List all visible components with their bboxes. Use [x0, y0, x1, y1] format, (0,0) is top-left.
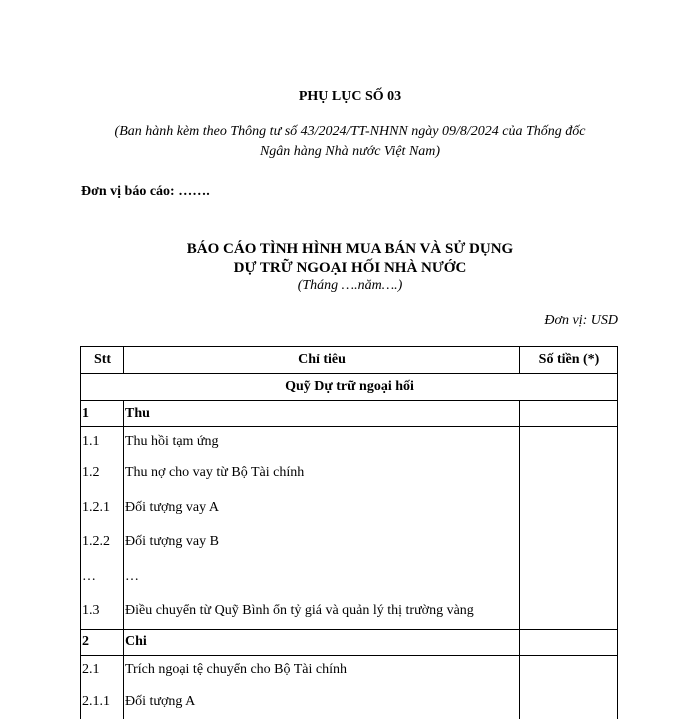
amount-cell: [520, 560, 618, 595]
group-no: 2: [81, 629, 124, 655]
row-no: 2.1: [81, 655, 124, 685]
row-no: 1.2.2: [81, 525, 124, 560]
table-row: [81, 491, 618, 526]
row-label: …: [124, 560, 520, 595]
group-label: Chi: [124, 629, 520, 655]
appendix-title: PHỤ LỤC SỐ 03: [0, 89, 700, 105]
issuance-note-line-2: Ngân hàng Nhà nước Việt Nam): [0, 142, 700, 162]
amount-cell: [520, 629, 618, 655]
table-row: [81, 655, 618, 685]
header-indicator: Chỉ tiêu: [124, 347, 520, 374]
amount-cell: [520, 401, 618, 427]
row-no: 1.3: [81, 594, 124, 629]
section-title: Quỹ Dự trữ ngoại hối: [81, 374, 618, 401]
table-row: [81, 427, 618, 457]
row-no: …: [81, 560, 124, 595]
amount-cell: [520, 594, 618, 629]
header-amount: Số tiền (*): [520, 347, 618, 374]
amount-cell: [520, 525, 618, 560]
table-row: [81, 685, 618, 719]
row-label: Đối tượng vay B: [124, 525, 520, 560]
row-label: Thu hồi tạm ứng: [124, 427, 520, 457]
reporting-unit: Đơn vị báo cáo: …….: [81, 184, 210, 200]
report-period: (Tháng ….năm….): [0, 278, 700, 294]
table-row: [81, 594, 618, 629]
row-no: 1.2.1: [81, 491, 124, 526]
row-label: Trích ngoại tệ chuyển cho Bộ Tài chính: [124, 655, 520, 685]
header-no: Stt: [81, 347, 124, 374]
row-no: 2.1.1: [81, 685, 124, 719]
row-no: 1.2: [81, 456, 124, 491]
report-title-line-2: DỰ TRỮ NGOẠI HỐI NHÀ NƯỚC: [0, 259, 700, 278]
report-table: [80, 346, 618, 719]
row-label: Thu nợ cho vay từ Bộ Tài chính: [124, 456, 520, 491]
group-row-expense: [81, 629, 618, 655]
section-row: [81, 374, 618, 401]
table-row: [81, 456, 618, 491]
row-label: Đối tượng vay A: [124, 491, 520, 526]
group-no: 1: [81, 401, 124, 427]
group-label: Thu: [124, 401, 520, 427]
amount-cell: [520, 491, 618, 526]
issuance-note: [0, 122, 700, 162]
table-row: [81, 560, 618, 595]
table-row: [81, 525, 618, 560]
amount-cell: [520, 655, 618, 685]
row-label: Điều chuyển từ Quỹ Bình ổn tỷ giá và quản lý thị trường vàng: [124, 594, 520, 629]
amount-cell: [520, 685, 618, 719]
issuance-note-line-1: (Ban hành kèm theo Thông tư số 43/2024/TT-NHNN ngày 09/8/2024 của Thống đốc: [0, 122, 700, 142]
row-no: 1.1: [81, 427, 124, 457]
group-row-income: [81, 401, 618, 427]
report-title-line-1: BÁO CÁO TÌNH HÌNH MUA BÁN VÀ SỬ DỤNG: [0, 240, 700, 259]
row-label: Đối tượng A: [124, 685, 520, 719]
report-title: [0, 240, 700, 278]
currency-unit: Đơn vị: USD: [544, 313, 618, 329]
table-header-row: [81, 347, 618, 374]
amount-cell: [520, 427, 618, 457]
amount-cell: [520, 456, 618, 491]
